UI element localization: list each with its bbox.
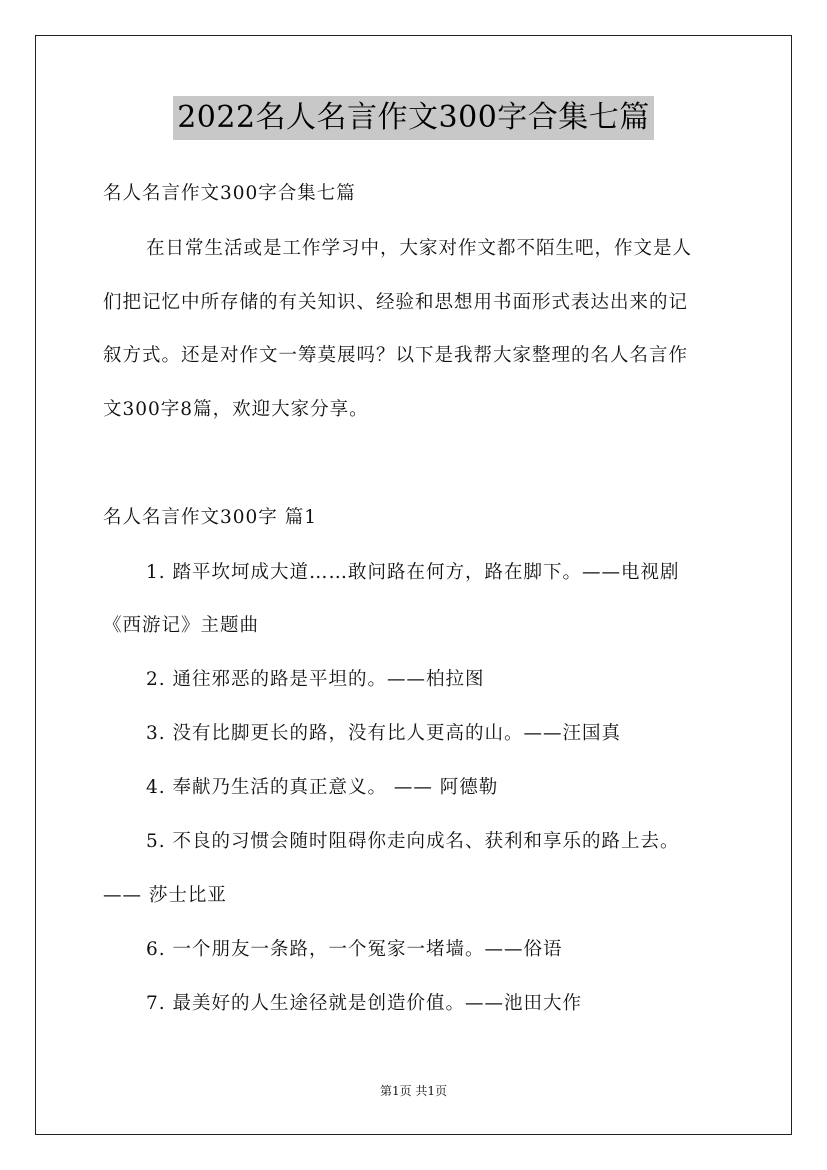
- section-heading: 名人名言作文300字 篇1: [103, 507, 317, 528]
- quote-line: 4. 奉献乃生活的真正意义。 —— 阿德勒: [146, 777, 499, 798]
- quote-line: 《西游记》主题曲: [103, 615, 260, 636]
- quote-line: 7. 最美好的人生途径就是创造价值。——池田大作: [146, 993, 583, 1014]
- quote-line: 2. 通往邪恶的路是平坦的。——柏拉图: [146, 669, 485, 690]
- page-footer: 第1页 共1页: [379, 1084, 448, 1098]
- quote-line: 1. 踏平坎坷成大道……敢问路在何方，路在脚下。——电视剧: [146, 562, 680, 583]
- quote-line: —— 莎士比亚: [103, 885, 227, 906]
- quote-line: 3. 没有比脚更长的路，没有比人更高的山。——汪国真: [146, 723, 622, 744]
- document-title: 2022名人名言作文300字合集七篇: [173, 96, 654, 140]
- quote-line: 6. 一个朋友一条路，一个冤家一堵墙。——俗语: [146, 939, 563, 960]
- title-container: [0, 96, 827, 140]
- quote-line: 5. 不良的习惯会随时阻碍你走向成名、获利和享乐的路上去。: [146, 831, 680, 852]
- intro-line-1: 在日常生活或是工作学习中，大家对作文都不陌生吧，作文是人: [146, 238, 693, 259]
- subtitle: 名人名言作文300字合集七篇: [103, 183, 356, 204]
- intro-line-4: 文300字8篇，欢迎大家分享。: [103, 399, 369, 420]
- intro-line-3: 叙方式。还是对作文一筹莫展吗？以下是我帮大家整理的名人名言作: [103, 345, 689, 366]
- intro-line-2: 们把记忆中所存储的有关知识、经验和思想用书面形式表达出来的记: [103, 292, 689, 313]
